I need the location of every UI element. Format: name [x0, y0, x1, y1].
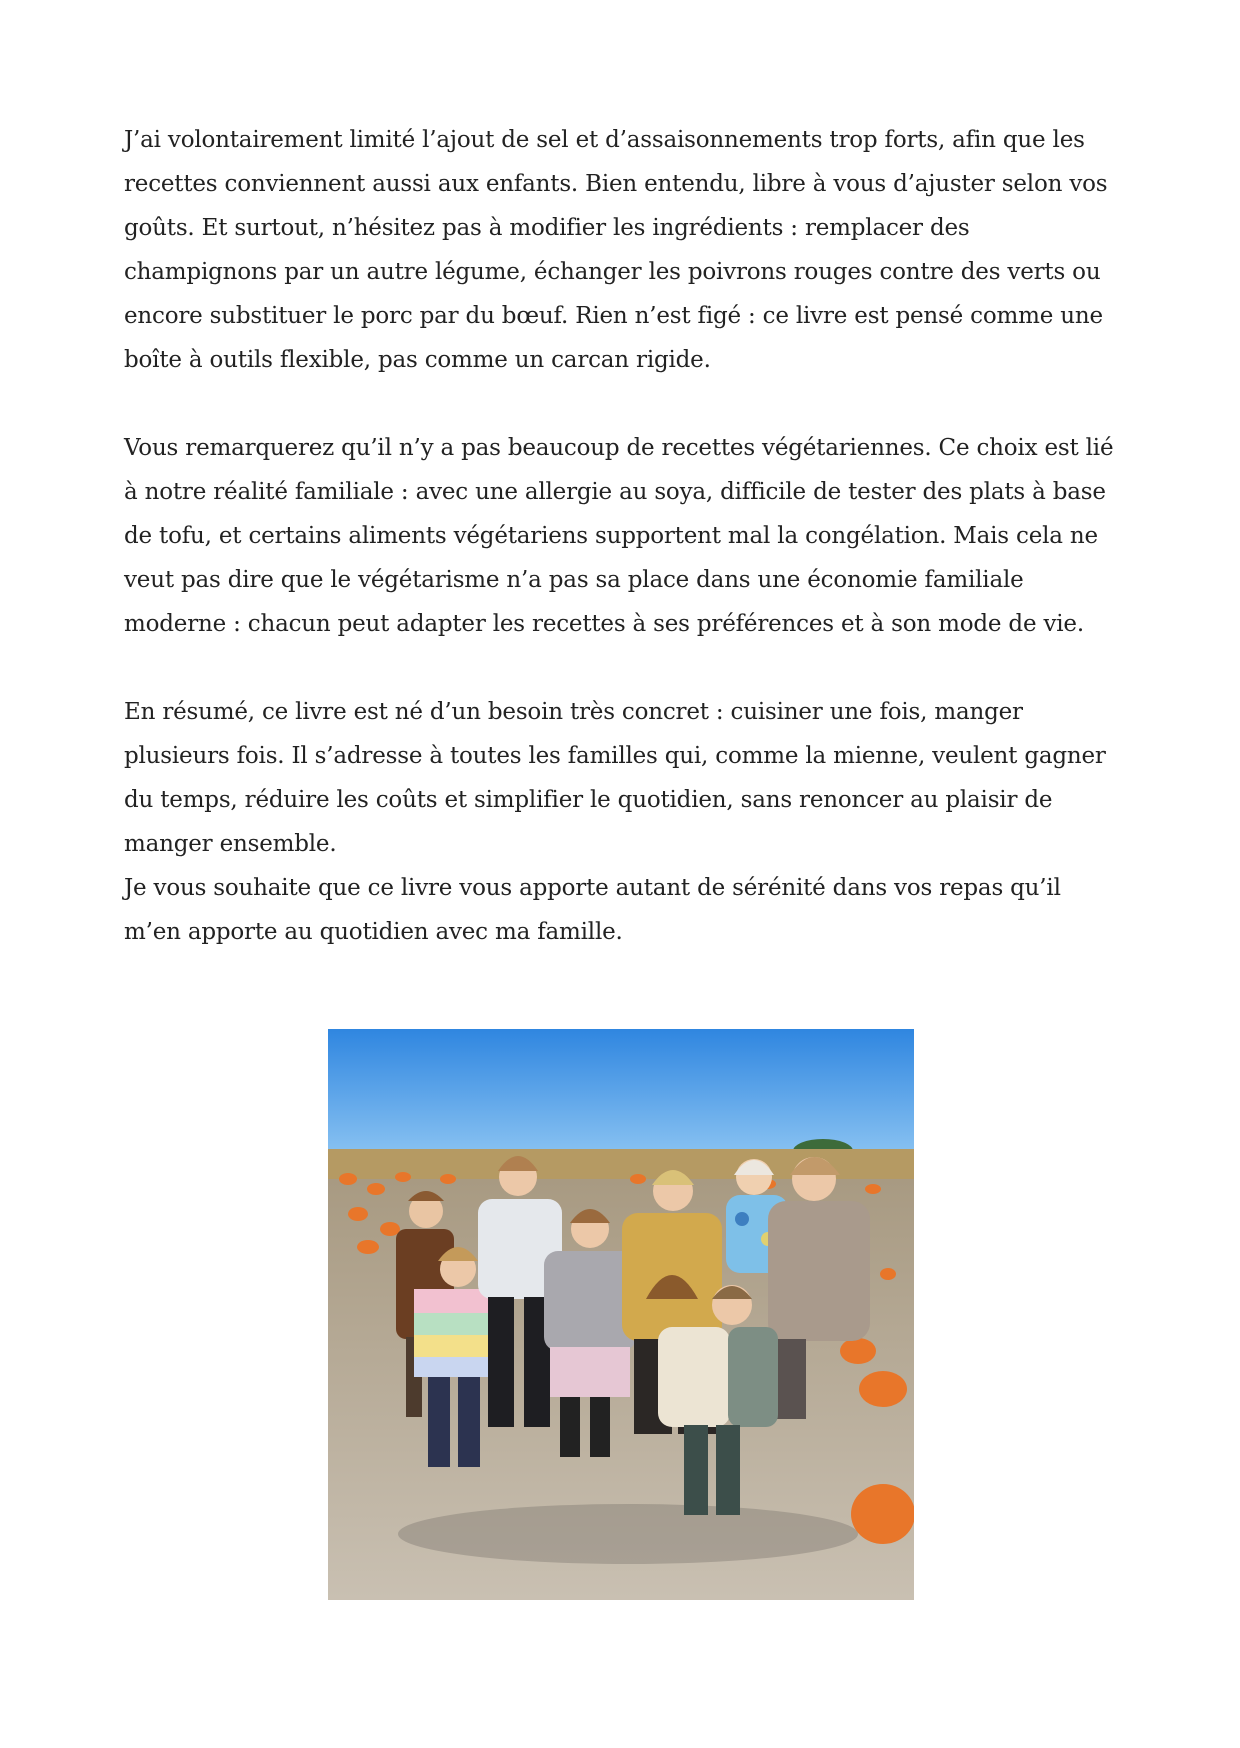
paragraph-closing-wish: Je vous souhaite que ce livre vous apporte autant de sérénité dans vos repas qu’il m’en apporte au quotidien avec ma famille. — [124, 875, 1061, 945]
paragraph-seasoning: J’ai volontairement limité l’ajout de sel et d’assaisonnements trop forts, afin que les recettes conviennent aussi aux enfants. Bien entendu, libre à vous d’ajuster selon vos goûts. Et surtout, n’hésitez pas à modifier les ingrédients : remplacer des champignons par un autre légume, échanger les poivrons rouges contre des verts ou encore substituer le porc par du bœuf. Rien n’est figé : ce livre est pensé comme une boîte à outils flexible, pas comme un carcan rigide. — [124, 127, 1108, 373]
family-photo — [328, 1029, 914, 1600]
family-pumpkin-patch-illustration — [328, 1029, 914, 1600]
body-text — [124, 118, 1124, 954]
paragraph-summary: En résumé, ce livre est né d’un besoin très concret : cuisiner une fois, manger plusieurs fois. Il s’adresse à toutes les familles qui, comme la mienne, veulent gagner du temps, réduire les coûts et simplifier le quotidien, sans renoncer au plaisir de manger ensemble. — [124, 699, 1106, 857]
shadow — [398, 1504, 858, 1564]
paragraph-vegetarian: Vous remarquerez qu’il n’y a pas beaucoup de recettes végétariennes. Ce choix est lié à notre réalité familiale : avec une allergie au soya, difficile de tester des plats à base de tofu, et certains aliments végétariens supportent mal la congélation. Mais cela ne veut pas dire que le végétarisme n’a pas sa place dans une économie familiale moderne : chacun peut adapter les recettes à ses préférences et à son mode de vie. — [124, 435, 1114, 637]
